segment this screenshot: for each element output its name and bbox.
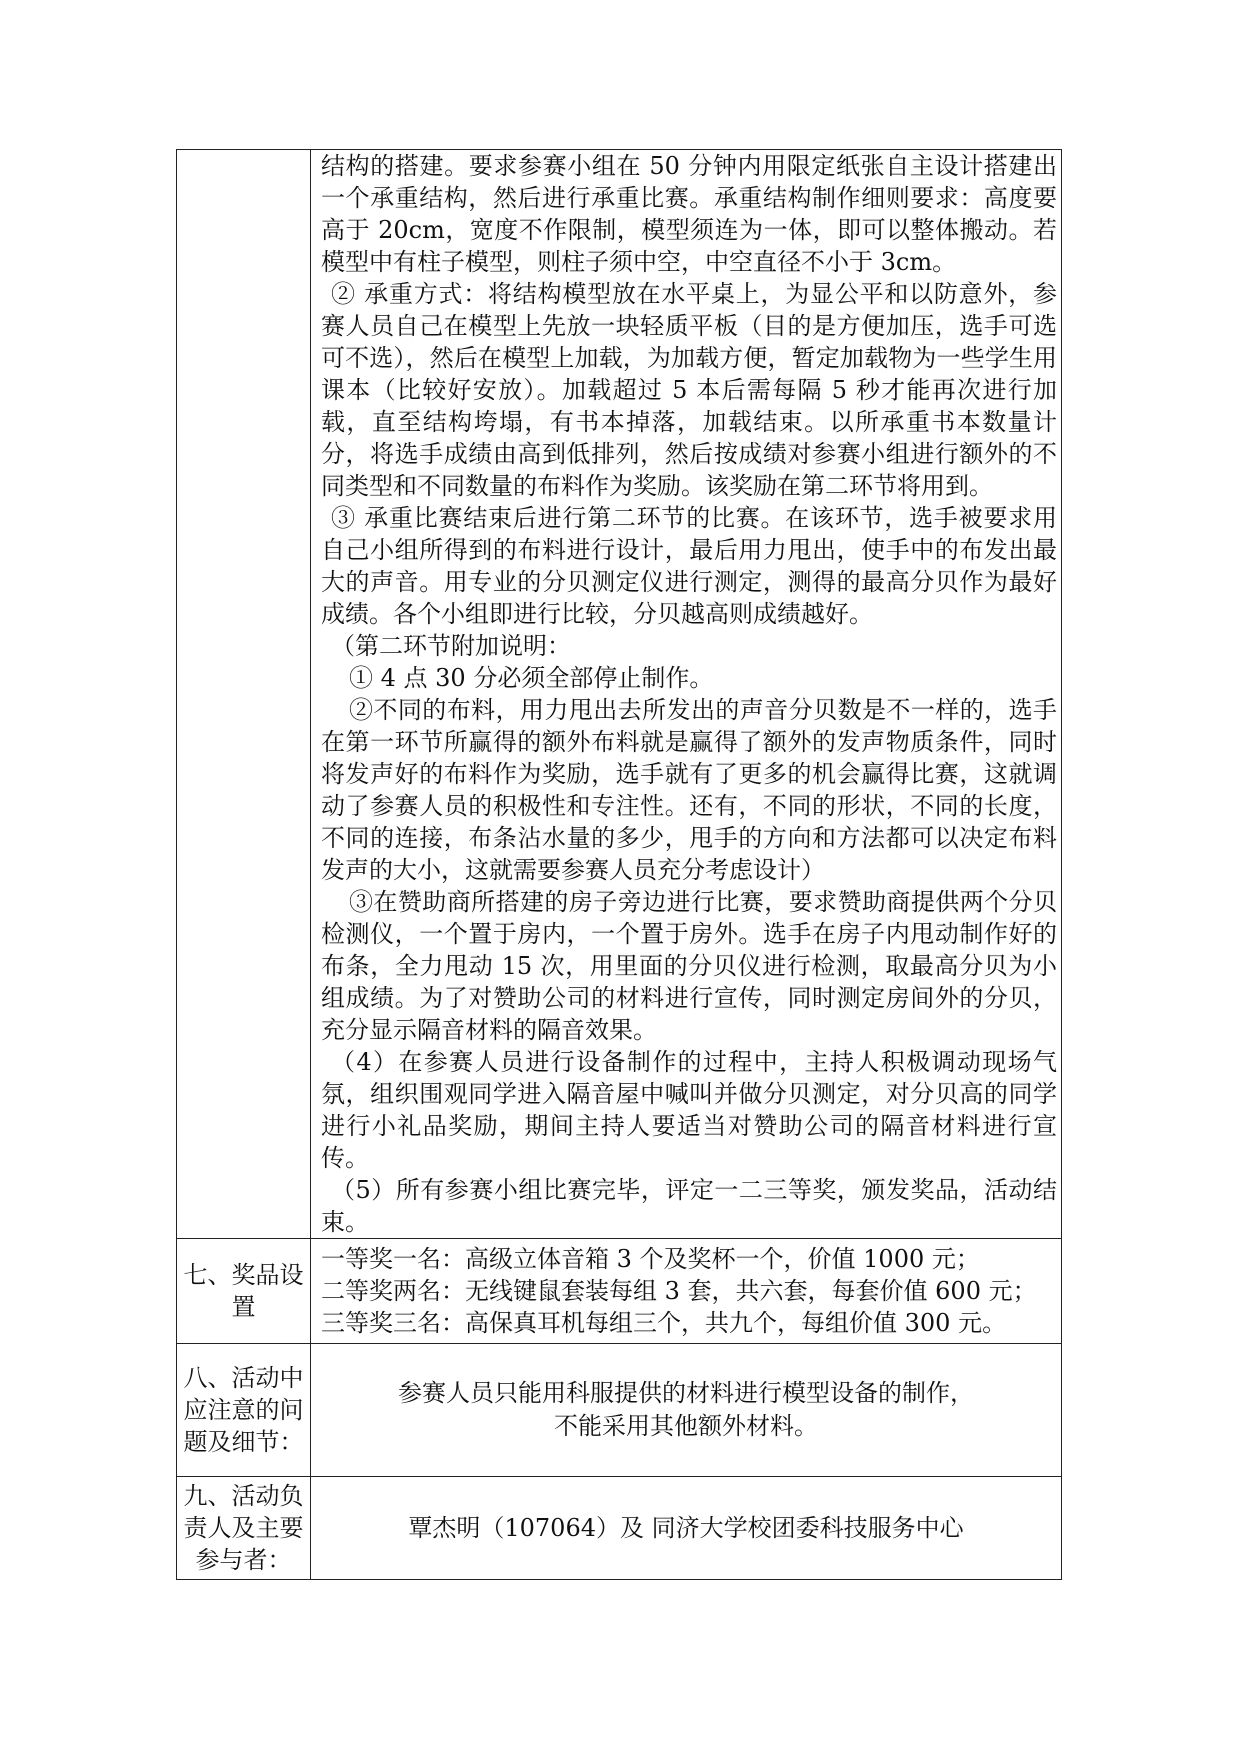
table-row-leader — [177, 1477, 1062, 1580]
notes-label: 八、活动中应注意的问题及细节： — [177, 1344, 311, 1477]
prizes-list — [311, 1239, 1062, 1344]
notes-line-2: 不能采用其他额外材料。 — [554, 1412, 818, 1440]
leader-content: 覃杰明（107064）及 同济大学校团委科技服务中心 — [311, 1477, 1062, 1580]
activity-plan-table — [176, 149, 1062, 1580]
paragraph-step-5: （5）所有参赛小组比赛完毕，评定一二三等奖，颁发奖品，活动结束。 — [321, 1176, 1057, 1236]
paragraph-load-method: ② 承重方式：将结构模型放在水平桌上，为显公平和以防意外，参赛人员自己在模型上先放一块轻质平板（目的是方便加压，选手可选可不选），然后在模型上加载，为加载方便，暂定加载物为一些学生用课本（比较好安放）。加载超过 5 本后需每隔 5 秒才能再次进行加载，直至结构垮塌，有书本掉落，加载结束。以所承重书本数量计分，将选手成绩由高到低排列，然后按成绩对参赛小组进行额外的不同类型和不同数量的布料作为奖励。该奖励在第二环节将用到。 — [321, 280, 1057, 500]
process-description-cell — [311, 150, 1062, 1239]
paragraph-note-1: ① 4 点 30 分必须全部停止制作。 — [349, 664, 714, 692]
paragraph-note-heading: （第二环节附加说明： — [331, 632, 571, 660]
prize-first: 一等奖一名：高级立体音箱 3 个及奖杯一个，价值 1000 元； — [321, 1245, 980, 1273]
table-row-process — [177, 150, 1062, 1239]
notes-line-1: 参赛人员只能用科服提供的材料进行模型设备的制作， — [398, 1379, 974, 1407]
paragraph-note-3: ③在赞助商所搭建的房子旁边进行比赛，要求赞助商提供两个分贝检测仪，一个置于房内，一个置于房外。选手在房子内甩动制作好的布条，全力甩动 15 次，用里面的分贝仪进行检测，取最高分贝为小组成绩。为了对赞助公司的材料进行宣传，同时测定房间外的分贝，充分显示隔音材料的隔音效果。 — [321, 888, 1057, 1044]
prizes-label: 七、奖品设置 — [177, 1239, 311, 1344]
paragraph-structure-rules: 结构的搭建。要求参赛小组在 50 分钟内用限定纸张自主设计搭建出一个承重结构，然后进行承重比赛。承重结构制作细则要求：高度要高于 20cm，宽度不作限制，模型须连为一体，即可以整体搬动。若模型中有柱子模型，则柱子须中空，中空直径不小于 3cm。 — [321, 152, 1057, 276]
prize-second: 二等奖两名：无线键鼠套装每组 3 套，共六套，每套价值 600 元； — [321, 1277, 1037, 1305]
paragraph-note-2: ②不同的布料，用力甩出去所发出的声音分贝数是不一样的，选手在第一环节所赢得的额外布料就是赢得了额外的发声物质条件，同时将发声好的布料作为奖励，选手就有了更多的机会赢得比赛，这就调动了参赛人员的积极性和专注性。还有，不同的形状，不同的长度，不同的连接，布条沾水量的多少，甩手的方向和方法都可以决定布料发声的大小，这就需要参赛人员充分考虑设计） — [321, 696, 1057, 884]
leader-label: 九、活动负责人及主要参与者： — [177, 1477, 311, 1580]
table-row-notes — [177, 1344, 1062, 1477]
paragraph-step-4: （4）在参赛人员进行设备制作的过程中，主持人积极调动现场气氛，组织围观同学进入隔音屋中喊叫并做分贝测定，对分贝高的同学进行小礼品奖励，期间主持人要适当对赞助公司的隔音材料进行宣传。 — [321, 1048, 1057, 1172]
paragraph-second-round: ③ 承重比赛结束后进行第二环节的比赛。在该环节，选手被要求用自己小组所得到的布料进行设计，最后用力甩出，使手中的布发出最大的声音。用专业的分贝测定仪进行测定，测得的最高分贝作为最好成绩。各个小组即进行比较，分贝越高则成绩越好。 — [321, 504, 1057, 628]
prize-third: 三等奖三名：高保真耳机每组三个，共九个，每组价值 300 元。 — [321, 1309, 1007, 1337]
table-row-prizes — [177, 1239, 1062, 1344]
empty-label-cell — [177, 150, 311, 1239]
notes-content — [311, 1344, 1062, 1477]
